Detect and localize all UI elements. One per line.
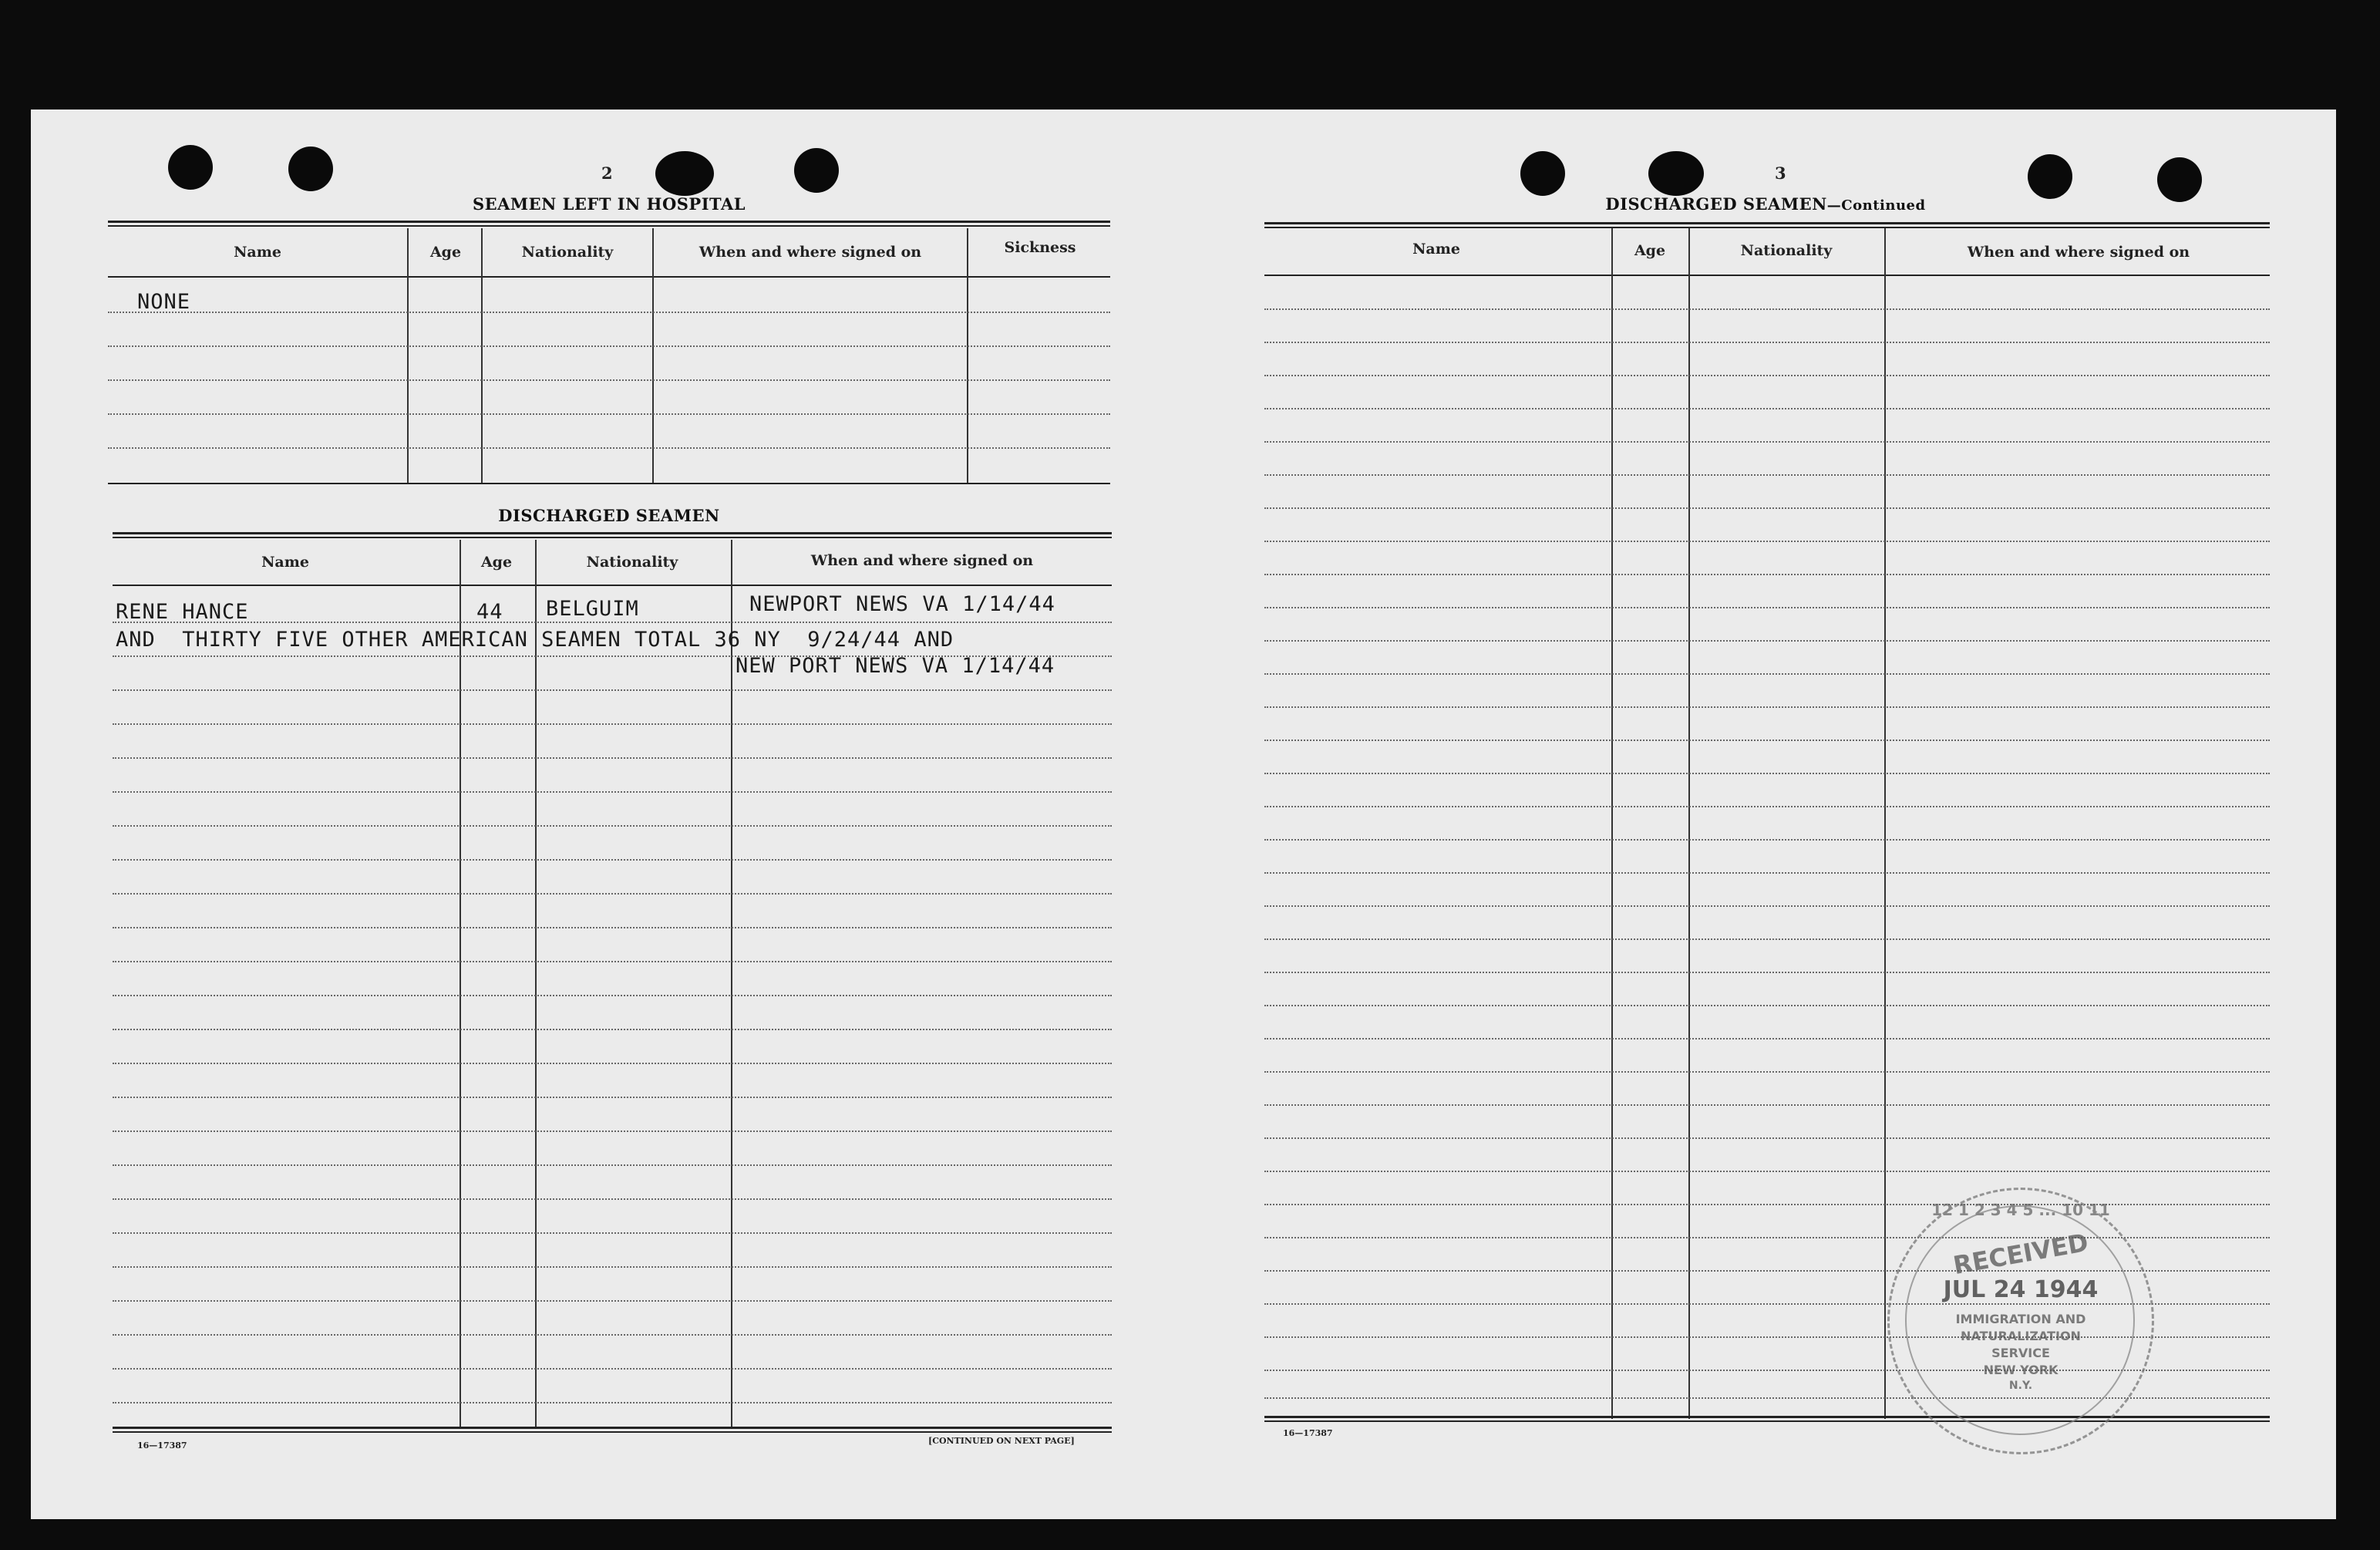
punch-hole (794, 148, 839, 193)
column-divider (967, 228, 968, 484)
entry-line (113, 1029, 1112, 1030)
entry-line (113, 1334, 1112, 1336)
seaman-signed-on: NEWPORT NEWS VA 1/14/44 (749, 592, 1055, 616)
entry-line (1264, 308, 2270, 310)
entry-line (108, 312, 1110, 313)
stamp-ring-hours: 12 1 2 3 4 5 ... 10 11 (1931, 1201, 2110, 1219)
entry-line (1264, 541, 2270, 542)
entry-line (1264, 773, 2270, 774)
column-divider (407, 228, 409, 484)
entry-line (1264, 408, 2270, 409)
column-header-name: Name (261, 554, 309, 571)
table-top-rule (1264, 222, 2270, 228)
entry-line (1264, 640, 2270, 642)
entry-line (113, 825, 1112, 827)
entry-line (113, 1198, 1112, 1200)
entry-line (1264, 972, 2270, 973)
entry-line (1264, 1171, 2270, 1172)
entry-line (113, 791, 1112, 793)
seaman-age: 44 (476, 600, 503, 624)
stamp-line: N.Y. (2008, 1380, 2033, 1392)
form-number: 16—17387 (1283, 1428, 1333, 1438)
header-rule (108, 276, 1110, 278)
discharged-section-title: DISCHARGED SEAMEN (498, 506, 720, 525)
entry-line (113, 927, 1112, 928)
entry-line (1264, 806, 2270, 807)
table-top-rule (113, 532, 1112, 538)
header-rule (1264, 275, 2270, 276)
punch-hole (168, 145, 213, 190)
entry-line (1264, 375, 2270, 376)
column-header-age: Age (1634, 242, 1666, 259)
entry-line (1264, 474, 2270, 476)
punch-hole (2028, 154, 2072, 199)
entry-line (108, 413, 1110, 415)
column-header-nationality: Nationality (521, 244, 614, 261)
entry-line (113, 689, 1112, 691)
column-header-sickness: Sickness (1004, 239, 1076, 256)
table-bottom-rule (1264, 1416, 2270, 1422)
continued-note: [CONTINUED ON NEXT PAGE] (928, 1436, 1075, 1446)
entry-line (1264, 574, 2270, 575)
column-header-name: Name (234, 244, 281, 261)
stamp-line: IMMIGRATION AND (1955, 1312, 2086, 1326)
entry-line (113, 995, 1112, 996)
entry-line (113, 622, 1112, 623)
seaman-name: RENE HANCE (116, 600, 249, 624)
entry-line (1264, 441, 2270, 443)
entry-line (1264, 507, 2270, 509)
page-number: 3 (1775, 163, 1786, 183)
table-top-rule (108, 221, 1110, 227)
column-divider (1688, 228, 1690, 1419)
entry-line (113, 655, 1112, 657)
stamp-line: SERVICE (1991, 1346, 2050, 1360)
entry-line (108, 345, 1110, 347)
header-rule (113, 585, 1112, 586)
entry-line (108, 379, 1110, 381)
entry-line (1264, 1038, 2270, 1040)
entry-line (113, 1368, 1112, 1370)
column-divider (652, 228, 654, 484)
entry-line (1264, 706, 2270, 708)
entry-line (113, 1164, 1112, 1166)
entry-line (1264, 839, 2270, 841)
column-header-signed-on: When and where signed on (810, 552, 1034, 569)
entry-line (1264, 342, 2270, 343)
title-suffix: —Continued (1826, 197, 1926, 214)
entry-line (1264, 673, 2270, 675)
entry-line (1264, 1005, 2270, 1006)
title-text: DISCHARGED SEAMEN (1605, 194, 1827, 214)
entry-line (108, 447, 1110, 449)
discharged-continued-title (1264, 194, 2267, 214)
column-header-name: Name (1412, 241, 1460, 258)
entry-line (1264, 938, 2270, 940)
other-seamen-note: AND THIRTY FIVE OTHER AMERICAN SEAMEN TOTAL 36 NY 9/24/44 AND (116, 628, 954, 652)
received-stamp (1887, 1188, 2154, 1454)
entry-line (113, 893, 1112, 895)
hospital-entry: NONE (137, 290, 191, 314)
stamp-received: RECEIVED (1951, 1227, 2091, 1281)
entry-line (1264, 1137, 2270, 1139)
column-divider (731, 540, 732, 1428)
stamp-date: JUL 24 1944 (1943, 1276, 2099, 1303)
column-header-age: Age (480, 554, 513, 571)
entry-line (1264, 607, 2270, 608)
entry-line (1264, 1104, 2270, 1106)
column-header-signed-on: When and where signed on (699, 244, 922, 261)
column-header-nationality: Nationality (1740, 242, 1833, 259)
column-divider (481, 228, 483, 484)
column-divider (535, 540, 537, 1428)
entry-line (113, 1130, 1112, 1132)
column-header-signed-on: When and where signed on (1967, 244, 2190, 261)
punch-hole (655, 151, 714, 196)
entry-line (113, 1266, 1112, 1268)
punch-hole (1648, 151, 1704, 196)
hospital-section-title: SEAMEN LEFT IN HOSPITAL (472, 194, 746, 214)
form-number: 16—17387 (137, 1440, 187, 1451)
entry-line (1264, 872, 2270, 874)
entry-line (113, 961, 1112, 962)
entry-line (113, 757, 1112, 759)
column-divider (460, 540, 461, 1428)
punch-hole (1520, 151, 1565, 196)
entry-line (113, 1063, 1112, 1064)
column-divider (1884, 228, 1886, 1419)
column-header-age: Age (429, 244, 462, 261)
page-number: 2 (601, 163, 613, 183)
entry-line (113, 859, 1112, 861)
table-bottom-rule (113, 1427, 1112, 1433)
entry-line (1264, 740, 2270, 741)
stamp-line: NATURALIZATION (1961, 1329, 2081, 1343)
column-header-nationality: Nationality (586, 554, 678, 571)
entry-line (113, 1402, 1112, 1403)
punch-hole (288, 147, 333, 191)
seaman-nationality: BELGUIM (546, 597, 639, 621)
table-bottom-rule (108, 483, 1110, 484)
entry-line (1264, 1071, 2270, 1073)
stamp-line: NEW YORK (1983, 1363, 2059, 1377)
entry-line (1264, 905, 2270, 907)
column-divider (1611, 228, 1613, 1419)
other-seamen-note-continuation: NEW PORT NEWS VA 1/14/44 (736, 654, 1055, 678)
entry-line (113, 1300, 1112, 1302)
entry-line (113, 723, 1112, 725)
entry-line (113, 1097, 1112, 1098)
entry-line (113, 1232, 1112, 1234)
